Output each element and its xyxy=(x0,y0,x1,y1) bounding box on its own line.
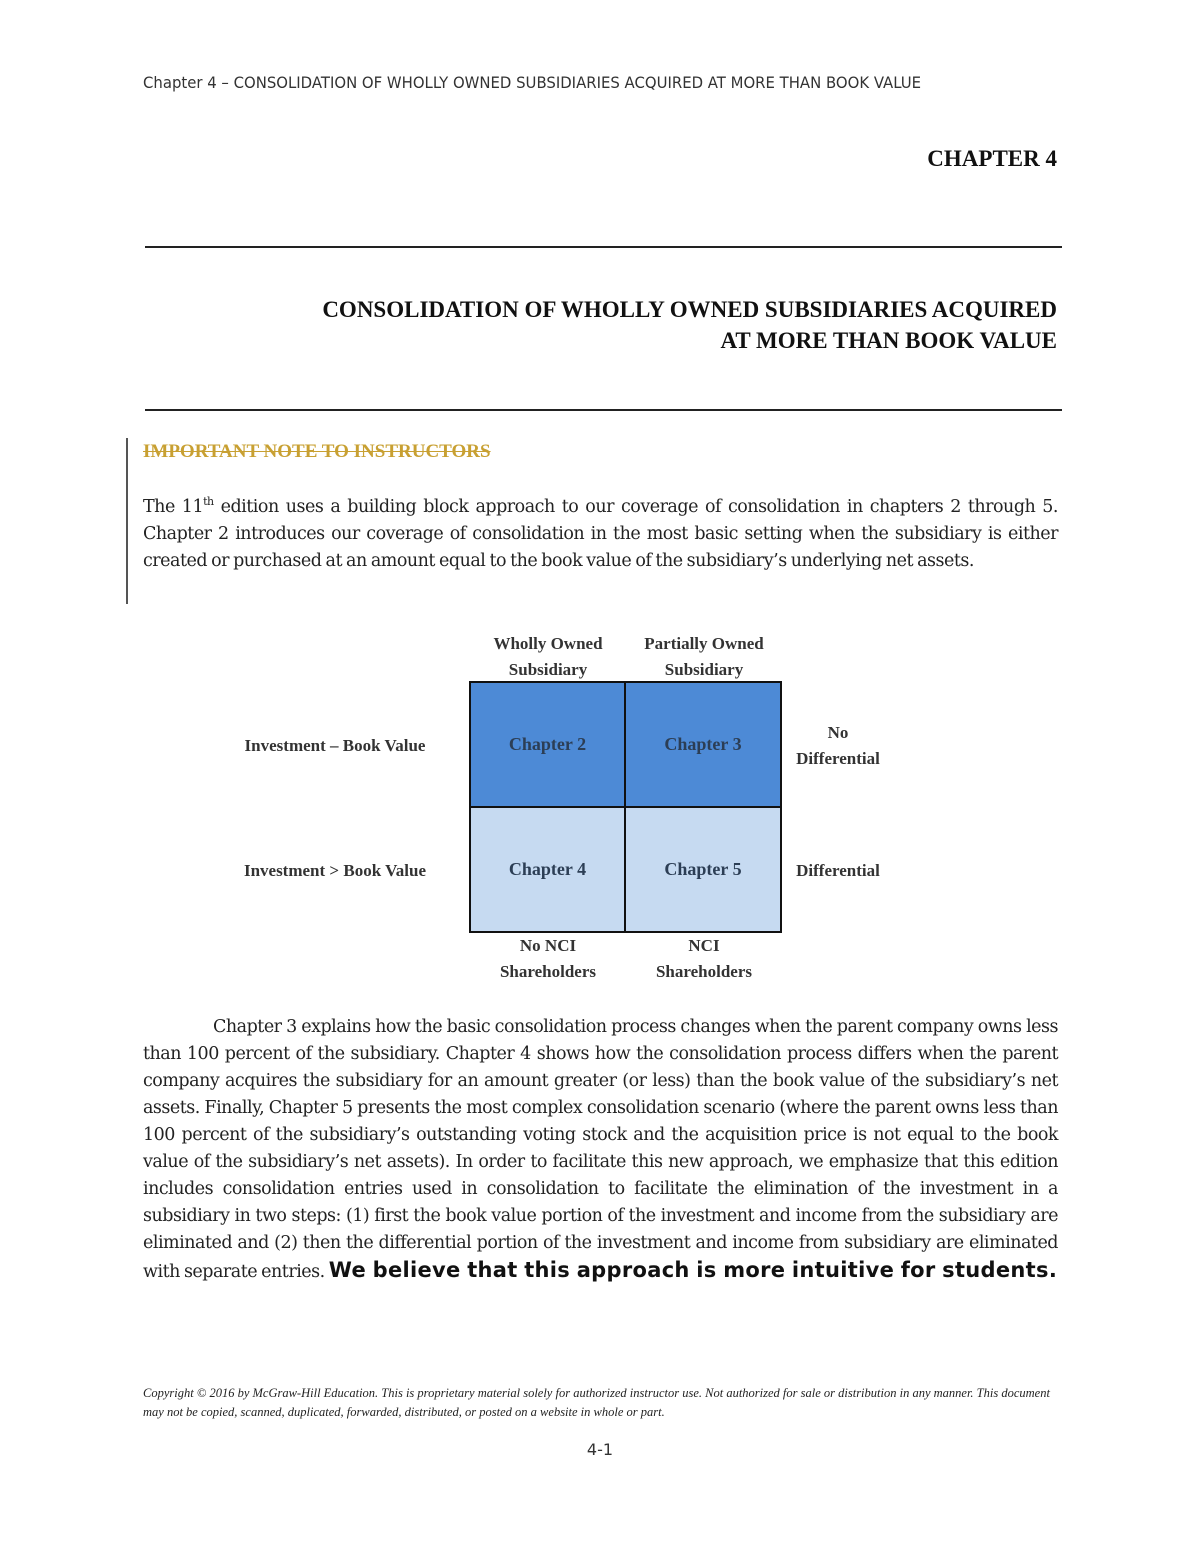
col-header-line: Subsidiary xyxy=(664,660,744,679)
chapter-number: CHAPTER 4 xyxy=(927,146,1057,171)
bottom-label-line: No NCI xyxy=(519,936,577,955)
bottom-label-nci xyxy=(626,933,782,985)
row-label-book-value: Investment – Book Value xyxy=(244,736,426,755)
bottom-label-no-nci xyxy=(474,933,622,985)
ordinal-superscript: th xyxy=(203,495,214,509)
emphasis-sentence: We believe that this approach is more intuitive for students. xyxy=(328,1258,1058,1282)
matrix-vertical-divider xyxy=(624,681,626,933)
bottom-label-line: Shareholders xyxy=(655,962,753,981)
matrix-horizontal-divider xyxy=(469,806,782,808)
right-label-line: Differential xyxy=(796,749,880,768)
explanation-paragraph xyxy=(143,1014,1058,1286)
revision-change-bar xyxy=(126,438,128,604)
bottom-divider xyxy=(145,409,1062,411)
intro-text-rest: edition uses a building block approach to our coverage of consolidation in chapters 2 through 5. Chapter 2 introduces our coverage of consolidation in the most basic setting when the subsidiary is either created or purchased at an amount equal to the book value of the subsidiary’s underlying net assets. xyxy=(143,497,1058,571)
intro-text-start: The 11 xyxy=(143,497,204,517)
right-label-differential: Differential xyxy=(796,861,880,880)
col-header-line: Wholly Owned xyxy=(493,634,603,653)
page-number: 4-1 xyxy=(586,1440,614,1459)
cell-chapter-3: Chapter 3 xyxy=(626,683,780,806)
bottom-label-line: Shareholders xyxy=(499,962,597,981)
chapter-title-line-2: AT MORE THAN BOOK VALUE xyxy=(720,328,1057,353)
cell-chapter-2: Chapter 2 xyxy=(471,683,624,806)
col-header-partially-owned xyxy=(624,631,784,683)
explanation-text: Chapter 3 explains how the basic consolidation process changes when the parent company owns less than 100 percent of the subsidiary. Chapter 4 shows how the consolidation process differs when the parent company acquires the subsidiary for an amount greater (or less) than the book value of the subsidiary’s net assets. Finally, Chapter 5 presents the most complex consolidation scenario (where the parent owns less than 100 percent of the subsidiary’s outstanding voting stock and the acquisition price is not equal to the book value of the subsidiary’s net assets). In order to facilitate this new approach, we emphasize that this edition includes consolidation entries used in consolidation to facilitate the elimination of the investment in a subsidiary in two steps: (1) first the book value portion of the investment and income from the subsidiary are eliminated and (2) then the differential portion of the investment and income from subsidiary are eliminated with separate entries. xyxy=(143,1017,1058,1282)
copyright-notice: Copyright © 2016 by McGraw-Hill Education. This is proprietary material solely for authorized instructor use. Not authorized for sale or distribution in any manner. This document may not be copied, scanned, duplicated, forwarded, distributed, or posted on a website in whole or part. xyxy=(143,1386,1050,1419)
col-header-wholly-owned xyxy=(474,631,622,683)
top-divider xyxy=(145,246,1062,248)
matrix-border xyxy=(469,681,782,933)
chapter-title-line-1: CONSOLIDATION OF WHOLLY OWNED SUBSIDIARIES ACQUIRED xyxy=(322,297,1057,322)
col-header-line: Partially Owned xyxy=(644,634,764,653)
right-label-line: No xyxy=(827,723,849,742)
intro-paragraph xyxy=(143,494,1058,575)
right-label-no-differential xyxy=(786,720,890,772)
col-header-line: Subsidiary xyxy=(508,660,588,679)
note-heading: IMPORTANT NOTE TO INSTRUCTORS xyxy=(143,441,491,462)
bottom-label-line: NCI xyxy=(688,936,720,955)
cell-chapter-5: Chapter 5 xyxy=(626,808,780,931)
chapter-title xyxy=(137,294,1057,356)
running-header: Chapter 4 – CONSOLIDATION OF WHOLLY OWNED SUBSIDIARIES ACQUIRED AT MORE THAN BOOK VALUE xyxy=(143,73,922,92)
row-label-above-book-value: Investment > Book Value xyxy=(243,861,427,880)
cell-chapter-4: Chapter 4 xyxy=(471,808,624,931)
